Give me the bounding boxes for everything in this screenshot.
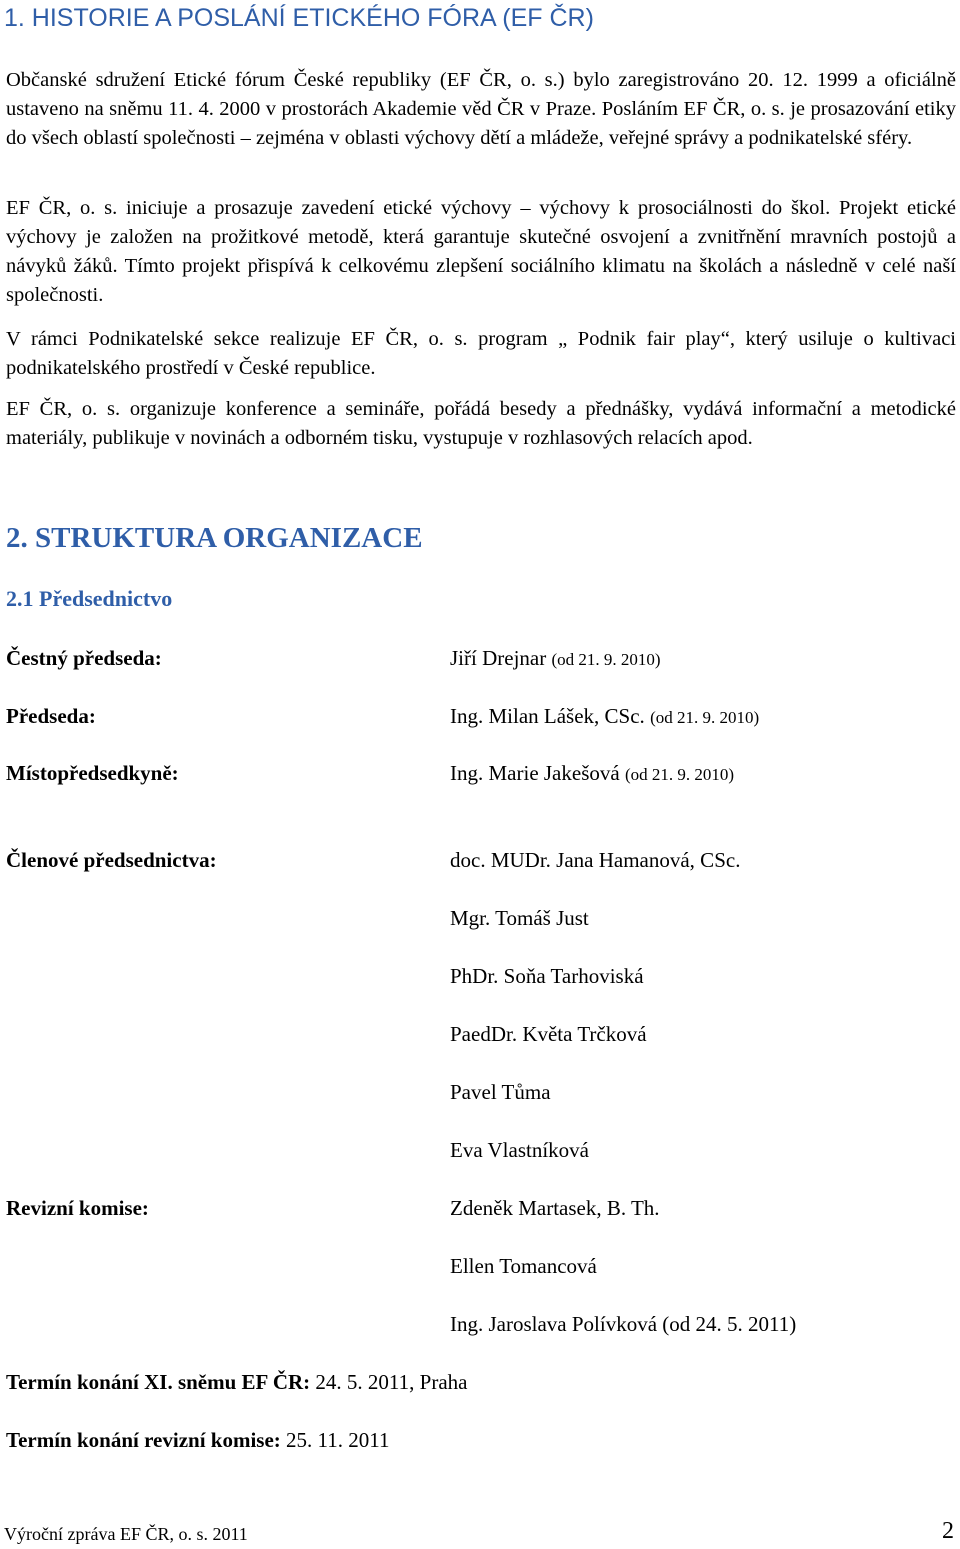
- vice-chair-label: Místopředsedkyně:: [6, 761, 179, 785]
- paragraph-ethics-education: EF ČR, o. s. iniciuje a prosazuje zavedení etické výchovy – výchovy k prosociálnosti do škol. Projekt etické výchovy je založen na prožitkové metodě, která garantuje skutečné osvojení a zvnitřnění mravních postojů a návyků žáků. Tímto projekt přispívá k celkovému zlepšení sociálního klimatu na školách a následně v celé naší společnosti.: [6, 197, 956, 306]
- audit-committee-label: Revizní komise:: [6, 1196, 149, 1220]
- paragraph-activities: EF ČR, o. s. organizuje konference a semináře, pořádá besedy a přednášky, vydává informační a metodické materiály, publikuje v novinách a odborném tisku, vystupuje v rozhlasových relacích apod.: [6, 398, 956, 449]
- member-item: PhDr. Soňa Tarhoviská: [450, 964, 644, 988]
- assembly-date-value: 24. 5. 2011, Praha: [315, 1370, 468, 1394]
- section-2-heading: 2. STRUKTURA ORGANIZACE: [6, 522, 423, 554]
- vice-chair-name: Ing. Marie Jakešová: [450, 761, 620, 785]
- audit-member-item: Zdeněk Martasek, B. Th.: [450, 1196, 660, 1220]
- audit-meeting-date-line: [6, 1428, 389, 1453]
- chair-label: Předseda:: [6, 704, 96, 728]
- member-item: PaedDr. Květa Trčková: [450, 1022, 647, 1046]
- member-item: Pavel Tůma: [450, 1080, 551, 1104]
- honorary-chair-name: Jiří Drejnar: [450, 646, 547, 670]
- member-item: Mgr. Tomáš Just: [450, 906, 589, 930]
- audit-meeting-date-value: 25. 11. 2011: [286, 1428, 390, 1452]
- chair-note: (od 21. 9. 2010): [650, 708, 760, 727]
- vice-chair-value: [450, 761, 734, 786]
- section-1-heading: 1. HISTORIE A POSLÁNÍ ETICKÉHO FÓRA (EF ČR): [4, 4, 594, 32]
- audit-member-item: Ellen Tomancová: [450, 1254, 597, 1278]
- chair-value: [450, 704, 759, 729]
- assembly-date-line: [6, 1370, 467, 1395]
- chair-name: Ing. Milan Lášek, CSc.: [450, 704, 645, 728]
- paragraph-business-section: V rámci Podnikatelské sekce realizuje EF ČR, o. s. program „ Podnik fair play“, který usiluje o kultivaci podnikatelského prostředí v České republice.: [6, 328, 956, 379]
- member-item: Eva Vlastníková: [450, 1138, 590, 1162]
- member-item: doc. MUDr. Jana Hamanová, CSc.: [450, 848, 741, 872]
- audit-meeting-date-label: Termín konání revizní komise:: [6, 1428, 281, 1452]
- members-label: Členové předsednictva:: [6, 848, 217, 872]
- footer-title: Výroční zpráva EF ČR, o. s. 2011: [4, 1524, 248, 1544]
- subsection-presidium-heading: 2.1 Předsednictvo: [6, 586, 173, 611]
- vice-chair-note: (od 21. 9. 2010): [624, 765, 735, 784]
- assembly-date-label: Termín konání XI. sněmu EF ČR:: [6, 1370, 311, 1394]
- paragraph-history: Občanské sdružení Etické fórum České republiky (EF ČR, o. s.) bylo zaregistrováno 20. 12. 1999 a oficiálně ustaveno na sněmu 11. 4. 2000 v prostorách Akademie věd ČR v Praze. Posláním EF ČR, o. s. je prosazování etiky do všech oblastí společnosti – zejména v oblasti výchovy dětí a mládeže, veřejné správy a podnikatelské sféry.: [6, 69, 956, 149]
- audit-member-item: Ing. Jaroslava Polívková (od 24. 5. 2011): [450, 1312, 797, 1336]
- page-number: 2: [942, 1518, 954, 1544]
- honorary-chair-label: Čestný předseda:: [6, 646, 162, 670]
- honorary-chair-note: (od 21. 9. 2010): [551, 650, 661, 669]
- honorary-chair-value: [450, 646, 661, 671]
